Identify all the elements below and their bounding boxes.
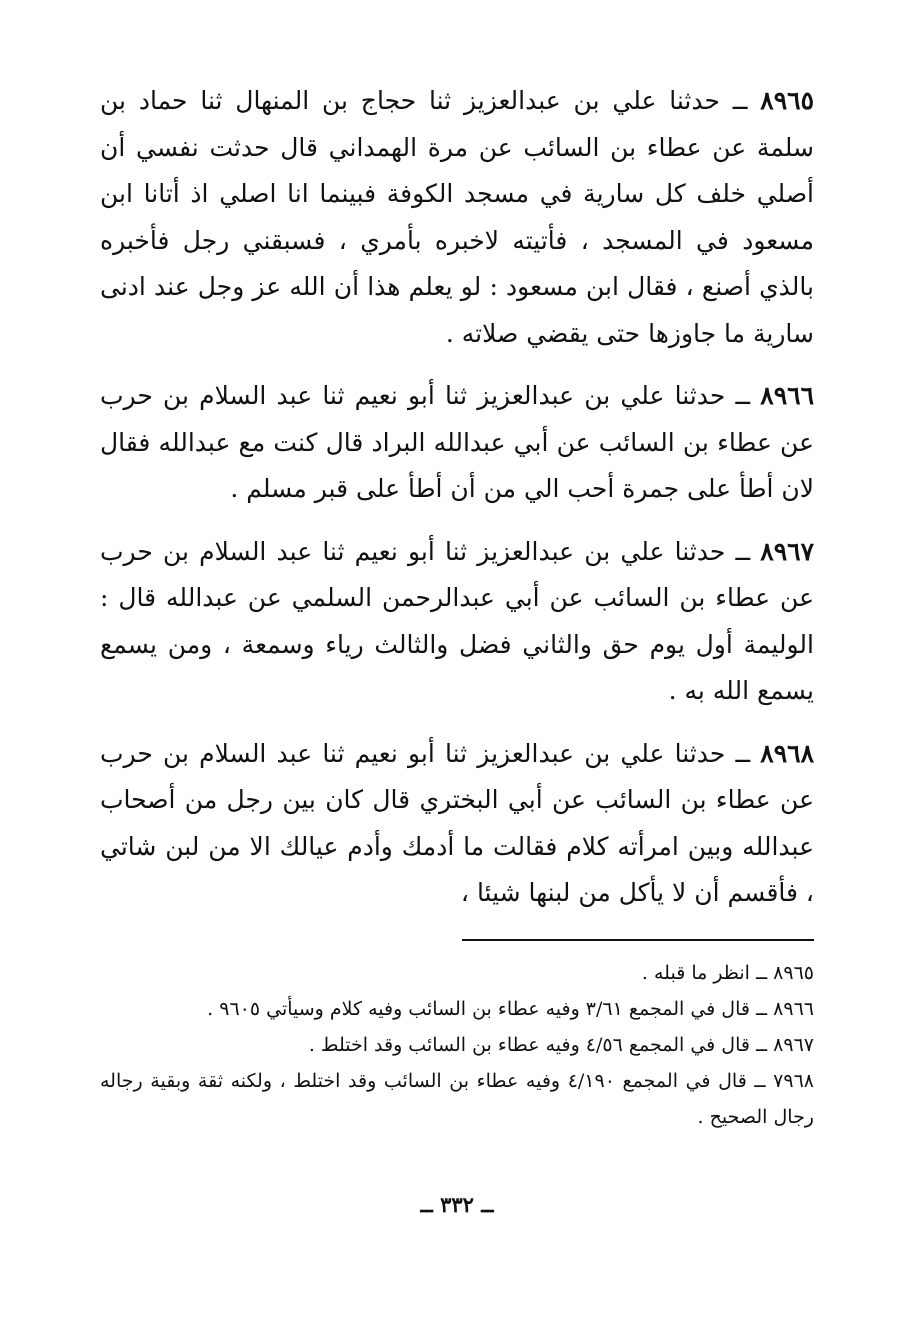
- hadith-8968: [100, 731, 814, 917]
- hadith-text: ــ حدثنا علي بن عبدالعزيز ثنا حجاج بن المنهال ثنا حماد بن سلمة عن عطاء بن السائب عن مرة الهمداني قال حدثت نفسي أن أصلي خلف كل سارية في مسجد الكوفة فبينما انا اصلي اذ أتانا ابن مسعود في المسجد ، فأتيته لاخبره بأمري ، فسبقني رجل فأخبره بالذي أصنع ، فقال ابن مسعود : لو يعلم هذا أن الله عز وجل عند ادنى سارية ما جاوزها حتى يقضي صلاته .: [100, 86, 814, 348]
- hadith-number: ٨٩٦٦: [760, 381, 814, 410]
- hadith-text: ــ حدثنا علي بن عبدالعزيز ثنا أبو نعيم ثنا عبد السلام بن حرب عن عطاء بن السائب عن أبي عبدالرحمن السلمي عن عبدالله قال : الوليمة أول يوم حق والثاني فضل والثالث رياء وسمعة ، ومن يسمع يسمع الله به .: [100, 536, 814, 705]
- footnote-divider: [462, 939, 814, 941]
- hadith-number: ٨٩٦٥: [760, 86, 814, 115]
- hadith-list: [100, 78, 814, 917]
- footnote-8966: ٨٩٦٦ ــ قال في المجمع ٣/٦١ وفيه عطاء بن السائب وفيه كلام وسيأتي ٩٦٠٥ .: [207, 997, 814, 1020]
- footnote-8965: ٨٩٦٥ ــ انظر ما قبله .: [641, 961, 814, 984]
- hadith-text: ــ حدثنا علي بن عبدالعزيز ثنا أبو نعيم ثنا عبد السلام بن حرب عن عطاء بن السائب عن أبي البختري قال كان بين رجل من أصحاب عبدالله وبين امرأته كلام فقالت ما أدمك وأدم عيالك الا من لبن شاتي ، فأقسم أن لا يأكل من لبنها شيئا ،: [100, 738, 814, 907]
- footnote-8968: ٧٩٦٨ ــ قال في المجمع ٤/١٩٠ وفيه عطاء بن السائب وقد اختلط ، ولكنه ثقة وبقية رجاله رجال الصحيح .: [100, 1069, 814, 1128]
- footnote-8967: ٨٩٦٧ ــ قال في المجمع ٤/٥٦ وفيه عطاء بن السائب وقد اختلط .: [308, 1033, 814, 1056]
- page-number: ــ ٣٣٢ ــ: [420, 1192, 494, 1217]
- hadith-8965: [100, 78, 814, 357]
- hadith-number: ٨٩٦٨: [760, 738, 814, 768]
- footnotes: [100, 955, 814, 1135]
- hadith-8966: [100, 373, 814, 513]
- hadith-text: ــ حدثنا علي بن عبدالعزيز ثنا أبو نعيم ثنا عبد السلام بن حرب عن عطاء بن السائب عن أبي عبدالله البراد قال كنت مع عبدالله فقال لان أطأ على جمرة أحب الي من أن أطأ على قبر مسلم .: [100, 381, 814, 503]
- hadith-8967: [100, 529, 814, 715]
- hadith-number: ٨٩٦٧: [760, 536, 814, 566]
